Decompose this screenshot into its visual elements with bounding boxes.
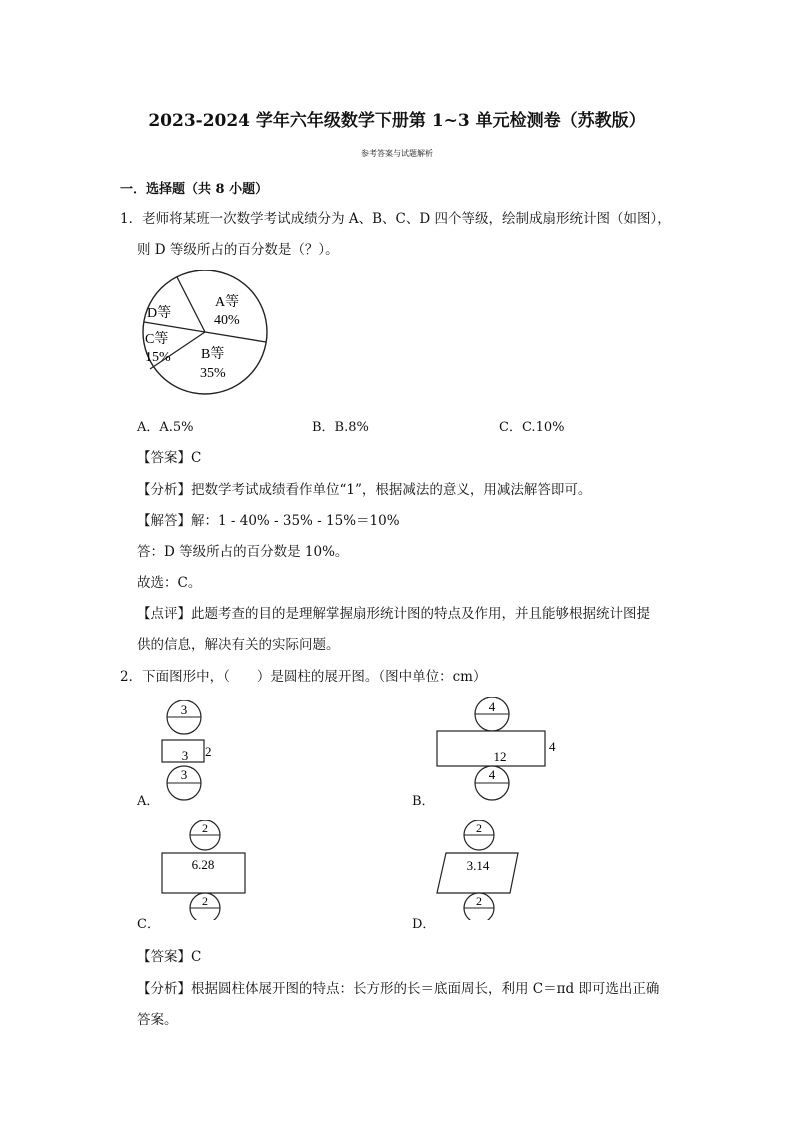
q1-answer: 【答案】C [137,450,202,466]
q2-figure-b-label: B． [412,794,435,809]
pie-value-c: 15% [145,350,171,365]
pie-label-d: D等 [147,306,172,321]
pie-value-b: 35% [200,366,226,381]
q2-stem: 2．下面图形中，（ ）是圆柱的展开图。（图中单位：cm） [120,669,487,685]
q2-analysis-line1: 【分析】根据圆柱体展开图的特点：长方形的长＝底面周长，利用 C＝πd 即可选出正确 [137,981,660,997]
q1-analysis: 【分析】把数学考试成绩看作单位“1”，根据减法的意义，用减法解答即可。 [137,482,592,498]
q2-figure-a-label: A． [137,794,160,809]
q1-stem-line2: 则 D 等级所占的百分数是（？）。 [137,242,339,258]
q1-option-c: C．C.10% [499,420,565,435]
pie-value-a: 40% [214,313,240,328]
q1-reply: 答：D 等级所占的百分数是 10%。 [137,544,349,560]
q2-figure-d-label: D． [412,917,436,932]
q2-figure-c [158,820,253,920]
fig-b-rectangle [437,731,545,766]
fig-b-top-label: 4 [488,699,496,714]
fig-c-top-label: 2 [202,821,208,835]
fig-b-bottom-label: 4 [488,767,496,782]
fig-d-rect-width: 3.14 [466,858,490,873]
q1-choice: 故选：C。 [137,575,202,591]
section-heading: 一．选择题（共 8 小题） [120,182,269,197]
fig-b-rect-height: 4 [549,739,556,754]
fig-d-top-label: 2 [476,821,482,835]
q2-figure-c-label: C． [137,917,160,932]
q1-comment-line2: 供的信息，解决有关的实际问题。 [137,637,340,653]
fig-b-rect-width: 12 [493,749,507,764]
fig-c-bottom-label: 2 [202,894,208,908]
q2-answer: 【答案】C [137,949,202,965]
page-subtitle: 参考答案与试题解析 [361,149,433,158]
fig-d-bottom-label: 2 [476,894,482,908]
page-title: 2023-2024 学年六年级数学下册第 1~3 单元检测卷（苏教版） [148,111,646,131]
pie-label-a: A等 [215,295,240,310]
q1-option-b: B．B.8% [312,420,369,435]
fig-a-top-label: 3 [180,702,188,717]
q2-analysis-line2: 答案。 [137,1012,178,1028]
q1-stem-line1: 1．老师将某班一次数学考试成绩分为 A、B、C、D 四个等级，绘制成扇形统计图（如图）， [120,211,671,227]
q1-option-a: A．A.5% [137,420,194,435]
q2-figure-a [155,700,225,805]
q1-comment-line1: 【点评】此题考查的目的是理解掌握扇形统计图的特点及作用，并且能够根据统计图提 [137,606,650,622]
fig-a-bottom-label: 3 [180,767,188,782]
q1-pie-chart [137,270,272,405]
q2-figure-d [432,820,527,920]
fig-c-rect-width: 6.28 [191,857,215,872]
pie-label-b: B等 [201,347,225,362]
q1-solution: 【解答】解：1 - 40% - 35% - 15%＝10% [137,513,400,529]
pie-label-c: C等 [145,332,169,347]
fig-a-rect-height: 2 [205,744,212,759]
q2-figure-b [434,697,564,803]
fig-a-rect-width: 3 [181,748,189,763]
